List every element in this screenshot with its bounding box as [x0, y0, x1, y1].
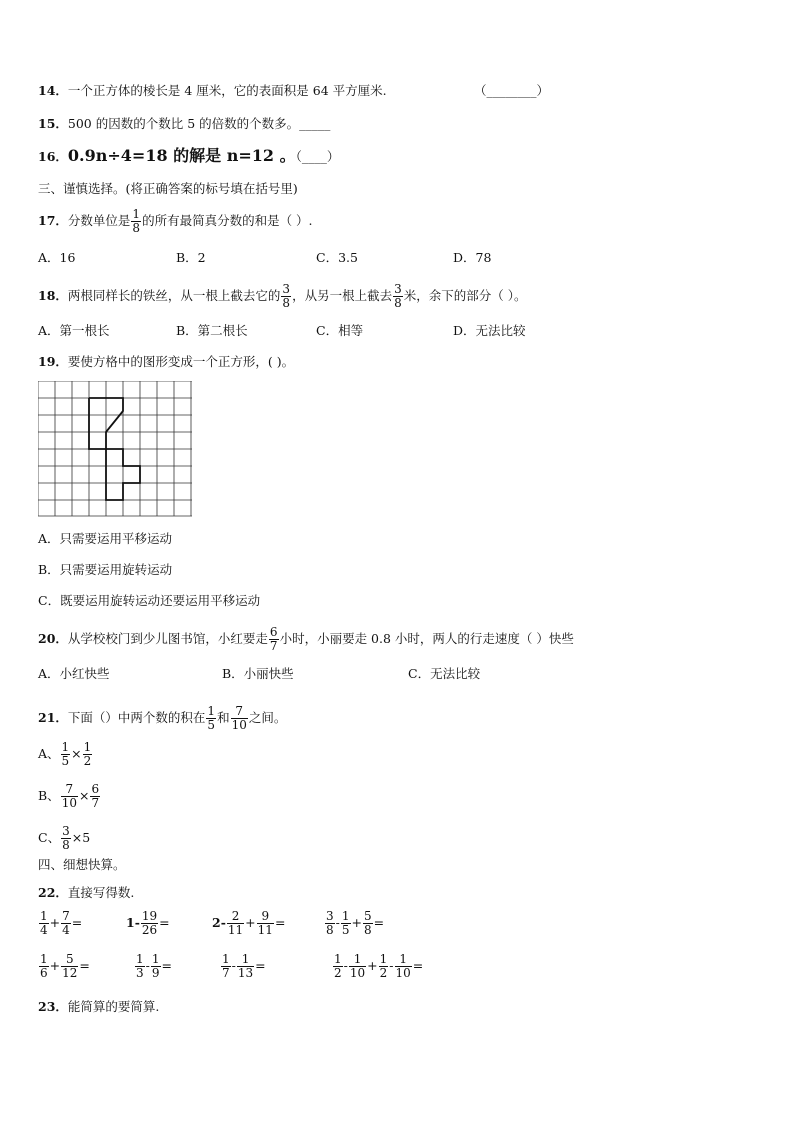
question-text: 两根同样长的铁丝，从一根上截去它的: [67, 288, 281, 303]
question-text: 之间。: [248, 710, 287, 725]
calc-r2c2: $\frac{1}{3}$ - $\frac{1}{9}$ =: [136, 952, 172, 980]
option-a[interactable]: A、 $\frac{1}{5}$ × $\frac{1}{2}$: [38, 740, 92, 768]
option-a[interactable]: A．16: [38, 250, 76, 265]
question-22: [38, 884, 134, 902]
question-text: 直接写得数.: [67, 885, 135, 900]
fraction: $\frac{1}{5}$: [207, 704, 216, 732]
option-b[interactable]: B、 $\frac{7}{10}$ × $\frac{6}{7}$: [38, 782, 100, 810]
answer-blank[interactable]: _____: [299, 116, 331, 131]
question-number: 16．: [38, 149, 68, 164]
fraction: $\frac{3}{8}$: [394, 282, 402, 310]
calc-r1c2: 1- $\frac{19}{26}$ =: [126, 909, 170, 937]
option-a[interactable]: A．第一根长: [38, 323, 110, 338]
question-text: ，从另一根上截去: [292, 288, 393, 303]
calc-r2c3: $\frac{1}{7}$ - $\frac{1}{13}$ =: [222, 952, 266, 980]
question-14: [38, 82, 387, 100]
fraction: $\frac{1}{8}$: [132, 207, 141, 235]
option-a[interactable]: A．小红快些: [38, 666, 110, 681]
question-number: 22．: [38, 885, 68, 900]
answer-bracket[interactable]: （________）: [474, 83, 550, 98]
question-text: 米，余下的部分（ ）。: [403, 288, 527, 303]
answer-bracket[interactable]: （____）: [295, 149, 340, 164]
question-15: [38, 115, 330, 133]
option-b[interactable]: B．第二根长: [176, 323, 248, 338]
question-text: 分数单位是: [67, 213, 131, 228]
question-text: 500 的因数的个数比 5 的倍数的个数多。: [67, 116, 300, 131]
question-number: 18．: [38, 288, 68, 303]
question-text: 下面（）中两个数的积在: [67, 710, 206, 725]
fraction: $\frac{3}{8}$: [282, 282, 291, 310]
question-number: 19．: [38, 354, 68, 369]
question-number: 21．: [38, 710, 68, 725]
option-a[interactable]: A．只需要运用平移运动: [38, 531, 173, 546]
section-4-heading: 四、细想快算。: [38, 857, 126, 872]
grid-figure: [38, 381, 194, 517]
calc-r2c1: $\frac{1}{6}$ + $\frac{5}{12}$ =: [40, 952, 90, 980]
calc-r1c4: $\frac{3}{8}$ - $\frac{1}{5}$ + $\frac{5}{8}$ =: [326, 909, 385, 937]
question-number: 23．: [38, 999, 68, 1014]
question-text: 要使方格中的图形变成一个正方形，( )。: [67, 354, 295, 369]
option-c[interactable]: C、 $\frac{3}{8}$ ×5: [38, 824, 91, 852]
question-23: [38, 998, 159, 1016]
calc-r2c4: $\frac{1}{2}$ - $\frac{1}{10}$ + $\frac{1}{2}$ - $\frac{1}{10}$ =: [334, 952, 424, 980]
calc-r1c1: $\frac{1}{4}$ + $\frac{7}{4}$ =: [40, 909, 83, 937]
question-16: [38, 147, 339, 166]
question-number: 20．: [38, 631, 68, 646]
option-d[interactable]: D．78: [453, 250, 492, 265]
question-21: [38, 705, 286, 732]
option-d[interactable]: D．无法比较: [453, 323, 526, 338]
question-number: 15．: [38, 116, 68, 131]
question-text: 从学校校门到少儿图书馆，小红要走: [67, 631, 268, 646]
option-c[interactable]: C．无法比较: [408, 666, 481, 681]
fraction: $\frac{6}{7}$: [269, 625, 278, 653]
question-18: [38, 283, 526, 310]
option-b[interactable]: B．2: [176, 250, 206, 265]
question-text: 能简算的要简算.: [67, 999, 160, 1014]
question-text: 的所有最简真分数的和是（ ）.: [142, 213, 313, 228]
fraction: $\frac{7}{10}$: [231, 704, 247, 732]
question-19: [38, 353, 294, 371]
option-c[interactable]: C．3.5: [316, 250, 358, 265]
question-text: 小时，小丽要走 0.8 小时，两人的行走速度（ ）快些: [279, 631, 574, 646]
question-17: [38, 208, 313, 235]
option-c[interactable]: C．既要运用旋转运动还要运用平移运动: [38, 593, 261, 608]
question-text: 和: [217, 710, 230, 725]
calc-r1c3: 2- $\frac{2}{11}$ + $\frac{9}{11}$ =: [212, 909, 286, 937]
question-number: 17．: [38, 213, 68, 228]
question-20: [38, 626, 574, 653]
question-text: 一个正方体的棱长是 4 厘米，它的表面积是 64 平方厘米.: [67, 83, 387, 98]
option-c[interactable]: C．相等: [316, 323, 364, 338]
question-text: 0.9n÷4=18 的解是 n=12 。: [67, 146, 296, 165]
section-3-heading: 三、谨慎选择。(将正确答案的标号填在括号里): [38, 181, 298, 196]
option-b[interactable]: B．只需要运用旋转运动: [38, 562, 173, 577]
option-b[interactable]: B．小丽快些: [222, 666, 294, 681]
question-number: 14．: [38, 83, 68, 98]
